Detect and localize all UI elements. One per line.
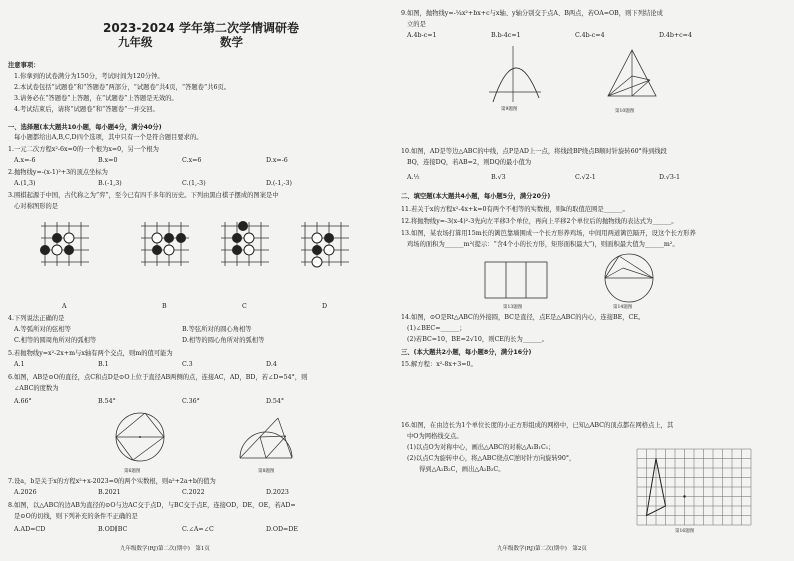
q1-option-a: A.x=-6	[14, 157, 36, 164]
section-1-desc: 每小题都给出A,B,C,D四个选项，其中只有一个是符合题目要求的。	[14, 134, 203, 141]
question-7: 7.设a，b是关于x的方程x²+x-2023=0的两个实数根，则a²+2a+b的值为	[8, 478, 216, 485]
grade-label: 九年级	[118, 35, 153, 49]
q2-option-a: A.(1,3)	[14, 180, 36, 187]
q2-option-c: C.(1,-3)	[182, 180, 206, 187]
go-pattern-a	[35, 218, 95, 270]
question-10: 10.如图，AD是等边△ABC的中线，点P是AD上一点，将线段BP绕点B顺时针旋转60°得到线段	[401, 148, 667, 155]
q7-option-a: A.2026	[14, 489, 37, 496]
notice-3: 3.请务必在“答题卷”上答题，在“试题卷”上答题是无效的。	[14, 95, 178, 102]
q2-option-d: D.(-1,-3)	[266, 180, 293, 187]
q4-option-d: D.相等的圆心角所对的弧相等	[182, 337, 265, 344]
figure-9	[485, 42, 545, 106]
notice-1: 1.你拿到的试卷满分为150分，考试时间为120分钟。	[14, 73, 164, 80]
q5-option-c: C.3	[182, 361, 193, 368]
notice-title: 注意事项：	[8, 62, 40, 69]
question-3: 3.围棋起源于中国，古代称之为“弈”，至今已有四千多年的历史。下列由黑白棋子摆成的图案是中	[8, 192, 279, 199]
q1-option-b: B.x=0	[98, 157, 118, 164]
q9-option-c: C.4b-c=4	[575, 32, 605, 39]
q7-option-d: D.2023	[266, 489, 289, 496]
q5-option-a: A.1	[14, 361, 25, 368]
q8-option-c: C.∠A=∠C	[182, 526, 214, 533]
figure-13-caption: 第13题图	[503, 305, 523, 310]
figure-16-caption: 第16题图	[675, 529, 695, 534]
page-right	[397, 0, 794, 561]
question-10-cont: BQ，连接DQ，若AB=2，则DQ的最小值为	[407, 159, 532, 166]
q10-option-c: C.√2-1	[575, 174, 596, 181]
q4-option-a: A.等弧所对的弦相等	[14, 326, 71, 333]
question-16-part-1: (1)以点O为对称中心，画出△ABC的对称△A₁B₁C₁；	[407, 444, 555, 451]
notice-4: 4.考试结束后，请将“试题卷”和“答题卷”一并交回。	[14, 106, 159, 113]
question-9-cont: 立的是	[407, 21, 426, 28]
question-11: 11.若关于x的方程x²-4x+k=0有两个不相等的实数根，则k的取值范围是______。	[401, 206, 629, 213]
question-5: 5.若抛物线y=x²-2x+m与x轴有两个交点，则m的值可能为	[8, 350, 173, 357]
figure-10-caption: 第10题图	[615, 109, 635, 114]
figure-16-grid	[635, 447, 753, 527]
question-6: 6.如图，AB是⊙O的直径，点C和点D是⊙O上位于直径AB两侧的点，连接AC，AD，BD，若∠D=54°，则	[8, 374, 308, 381]
q6-option-b: B.54°	[98, 398, 116, 405]
q7-option-c: C.2022	[182, 489, 205, 496]
question-4: 4.下列说法正确的是	[8, 315, 65, 322]
q3-label-b: B	[162, 303, 167, 310]
q6-option-a: A.66°	[14, 398, 32, 405]
q6-option-c: C.36°	[182, 398, 200, 405]
go-pattern-b	[135, 218, 195, 270]
question-13: 13.如图，某农场打算用15m长的篱笆靠墙围成一个长方形养鸡场，中间用两道篱笆隔开，设这个长方形养	[401, 230, 696, 237]
q2-option-b: B.(-1,3)	[98, 180, 122, 187]
go-pattern-d	[295, 218, 355, 270]
question-8-cont: 是⊙O的切线，则下列补充的条件不正确的是	[14, 513, 138, 520]
figure-14	[597, 250, 661, 306]
figure-6	[105, 408, 175, 466]
question-6-cont: ∠ABC的度数为	[14, 385, 59, 392]
question-9: 9.如图，抛物线y=-¼x²+bx+c与x轴、y轴分别交于点A、B两点，若OA=OB，则下列结论成	[401, 10, 663, 17]
figure-14-caption: 第14题图	[613, 305, 633, 310]
q7-option-b: B.2021	[98, 489, 121, 496]
question-1: 1.一元二次方程x²-6x=0的一个根为x=0，另一个根为	[8, 146, 159, 153]
page-footer-right: 九年级数学(RJ)第二次(期中) 第2页	[497, 546, 587, 552]
q9-option-d: D.4b+c=4	[659, 32, 692, 39]
figure-10	[602, 46, 662, 106]
question-8: 8.如图，以△ABC的边AB为直径的⊙O与边AC交于点D，与BC交于点E，连接OD，DE，OE，若AD=	[8, 502, 296, 509]
figure-6-caption: 第6题图	[124, 469, 141, 474]
q1-option-c: C.x=6	[182, 157, 202, 164]
q1-option-d: D.x=-6	[266, 157, 288, 164]
notice-2: 2.本试卷包括“试题卷”和“答题卷”两部分，“试题卷”共4页，“答题卷”共6页。	[14, 84, 231, 91]
figure-13	[481, 258, 551, 302]
q9-option-b: B.b-4c=1	[491, 32, 521, 39]
q10-option-b: B.√3	[491, 174, 506, 181]
question-12: 12.将抛物线y=-3(x-4)²-3先向左平移3个单位，再向上平移2个单位后的抛物线的表达式为______。	[401, 218, 678, 225]
q10-option-a: A.½	[407, 174, 420, 181]
question-16-part-2: (2)以点C为旋转中心，将△ABC绕点C逆时针方向旋转90°，	[407, 455, 576, 462]
go-pattern-c	[215, 218, 275, 270]
q5-option-d: D.4	[266, 361, 277, 368]
q4-option-b: B.等弦所对的圆心角相等	[182, 326, 252, 333]
q3-label-d: D	[322, 303, 328, 310]
figure-9-caption: 第9题图	[501, 107, 518, 112]
section-1-heading: 一、选择题(本大题共10小题，每小题4分，满分40分)	[8, 124, 162, 131]
q9-option-a: A.4b-c=1	[407, 32, 437, 39]
section-3-heading: 三、(本大题共2小题，每小题8分，满分16分)	[401, 349, 532, 356]
q4-option-c: C.相等的圆周角所对的弧相等	[14, 337, 97, 344]
subject-label: 数学	[220, 35, 243, 49]
q10-option-d: D.√3-1	[659, 174, 680, 181]
question-16-part-3: 得到△A₂B₂C，画出△A₂B₂C。	[419, 466, 505, 473]
question-14-part-2: (2)若BC=10，BE=2√10，则CE的长为______。	[407, 336, 548, 343]
figure-8	[230, 414, 310, 466]
question-13-cont: 鸡场的面积为______m²(提示：“含4个小的长方形，矩形面积最大”)，则面积最大值为______m²。	[407, 241, 679, 248]
q3-label-c: C	[242, 303, 247, 310]
question-15: 15.解方程：x²-8x+3=0。	[401, 361, 477, 368]
question-16: 16.如图，在由边长为1个单位长度的小正方形组成的网格中，已知△ABC的顶点都在网格点上，其	[401, 422, 674, 429]
q3-label-a: A	[62, 303, 67, 310]
section-2-heading: 二、填空题(本大题共4小题，每小题5分，满分20分)	[401, 193, 551, 200]
question-3-cont: 心对称图形的是	[14, 203, 59, 210]
q8-option-d: D.OD=DE	[266, 526, 298, 533]
question-2: 2.抛物线y=-(x-1)²+3的顶点坐标为	[8, 169, 108, 176]
q6-option-d: D.54°	[266, 398, 284, 405]
question-16-cont: 中O为网格线交点。	[407, 433, 463, 440]
question-14-part-1: (1)∠BEC=______；	[407, 325, 466, 332]
page-footer-left: 九年级数学(RJ)第二次(期中) 第1页	[120, 546, 210, 552]
q8-option-a: A.AD=CD	[14, 526, 46, 533]
question-14: 14.如图，⊙O是Rt△ABC的外接圆，BC是直径，点E是△ABC的内心，连接BE，CE。	[401, 314, 645, 321]
exam-title: 2023-2024 学年第二次学情调研卷	[103, 21, 299, 35]
figure-8-caption: 第8题图	[258, 469, 275, 474]
q8-option-b: B.OD∥BC	[98, 526, 128, 533]
q5-option-b: B.1	[98, 361, 109, 368]
